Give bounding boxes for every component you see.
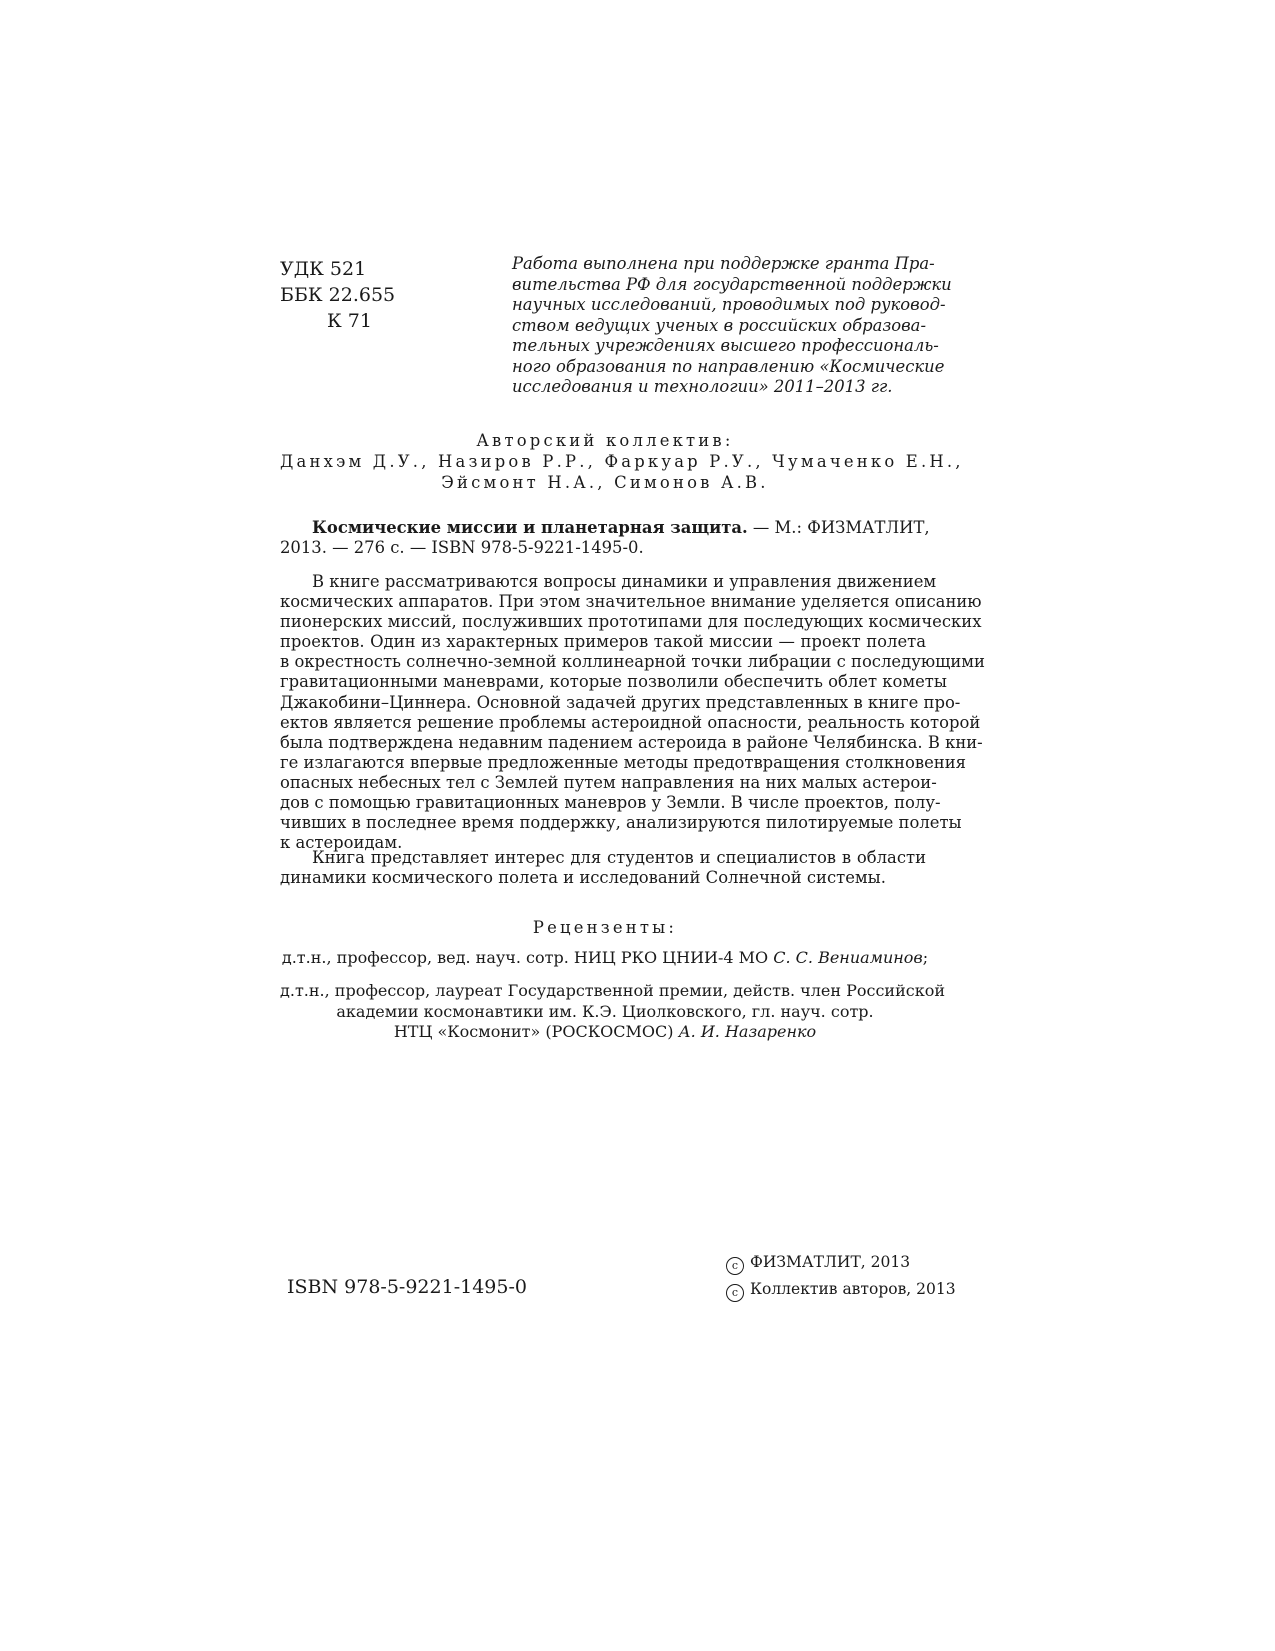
abstract-line: в окрестность солнечно-земной коллинеарной точки либрации с последующими [280, 652, 985, 672]
reviewer-name: А. И. Назаренко [678, 1022, 817, 1041]
grant-note-line: вительства РФ для государственной поддержки [512, 274, 952, 294]
copyright-icon: c [726, 1257, 744, 1275]
authors-heading: Авторский коллектив: [476, 431, 734, 450]
abstract-line: динамики космического полета и исследований Солнечной системы. [280, 868, 886, 888]
abstract-line: Джакобини–Циннера. Основной задачей других представленных в книге про- [280, 692, 961, 712]
reviewer-credentials: д.т.н., профессор, вед. науч. сотр. НИЦ РКО ЦНИИ-4 МО [281, 948, 774, 967]
author-mark: К 71 [327, 310, 372, 332]
abstract-line: ге излагаются впервые предложенные методы предотвращения столкновения [280, 752, 966, 772]
copyright-publisher [726, 1253, 910, 1275]
abstract-line: дов с помощью гравитационных маневров у Земли. В числе проектов, полу- [280, 793, 941, 813]
grant-note-line: ством ведущих ученых в российских образова- [512, 315, 926, 335]
reviewer-credentials: д.т.н., профессор, лауреат Государственной премии, действ. член Российской [280, 981, 945, 1000]
reviewer-entry [280, 981, 945, 1043]
abstract-paragraph [280, 572, 985, 853]
author-collective [280, 430, 964, 493]
grant-note-line: тельных учреждениях высшего профессиональ- [512, 336, 939, 355]
grant-note-line: ного образования по направлению «Космические [512, 356, 945, 376]
citation-publisher: — М.: ФИЗМАТЛИТ, [747, 518, 930, 537]
copyright-text: ФИЗМАТЛИТ, 2013 [750, 1253, 911, 1271]
abstract-line: проектов. Один из характерных примеров такой миссии — проект полета [280, 632, 926, 652]
abstract-line: В книге рассматриваются вопросы динамики и управления движением [312, 572, 937, 591]
abstract-line: была подтверждена недавним падением астероида в районе Челябинска. В кни- [280, 732, 983, 752]
classification-codes [280, 256, 395, 334]
abstract-line: пионерских миссий, послуживших прототипами для последующих космических [280, 612, 982, 632]
citation-line: 2013. — 276 с. — ISBN 978-5-9221-1495-0. [280, 538, 644, 558]
grant-note [512, 254, 952, 398]
authors-line: Эйсмонт Н.А., Симонов А.В. [441, 473, 769, 492]
authors-line: Данхэм Д.У., Назиров Р.Р., Фаркуар Р.У., Чумаченко Е.Н., [280, 452, 964, 471]
copyright-icon: c [726, 1284, 744, 1302]
bibliographic-citation [280, 518, 930, 558]
abstract-audience-paragraph [280, 848, 926, 888]
citation-line [280, 518, 930, 538]
copyright-text: Коллектив авторов, 2013 [750, 1280, 956, 1298]
reviewers-heading: Рецензенты: [532, 918, 678, 937]
abstract-line: опасных небесных тел с Землей путем направления на них малых астерои- [280, 772, 937, 792]
bbk-code: ББК 22.655 [280, 284, 396, 306]
abstract-line: гравитационными маневрами, которые позволили обеспечить облет кометы [280, 672, 947, 692]
isbn-number: ISBN 978-5-9221-1495-0 [287, 1276, 527, 1298]
udk-code: УДК 521 [280, 258, 367, 280]
grant-note-line: научных исследований, проводимых под руковод- [512, 295, 946, 314]
reviewer-name: С. С. Вениаминов [773, 948, 923, 967]
reviewer-affiliation-line [280, 1022, 930, 1043]
abstract-line: ектов является решение проблемы астероидной опасности, реальность которой [280, 712, 981, 732]
abstract-line: чивших в последнее время поддержку, анализируются пилотируемые полеты [280, 813, 962, 833]
abstract-line: Книга представляет интерес для студентов и специалистов в области [312, 848, 926, 867]
abstract-line: к астероидам. [280, 833, 403, 853]
reviewer-punct: ; [922, 948, 929, 967]
grant-note-line: Работа выполнена при поддержке гранта Пра- [512, 254, 935, 273]
abstract-line: космических аппаратов. При этом значительное внимание уделяется описанию [280, 592, 982, 612]
reviewer-credentials: академии космонавтики им. К.Э. Циолковского, гл. науч. сотр. [336, 1001, 874, 1021]
grant-note-line: исследования и технологии» 2011–2013 гг. [512, 377, 893, 396]
book-title: Космические миссии и планетарная защита. [312, 518, 748, 537]
reviewer-affiliation: НТЦ «Космонит» (РОСКОСМОС) [393, 1022, 679, 1041]
reviewer-entry [280, 948, 930, 969]
copyright-authors [726, 1280, 956, 1302]
